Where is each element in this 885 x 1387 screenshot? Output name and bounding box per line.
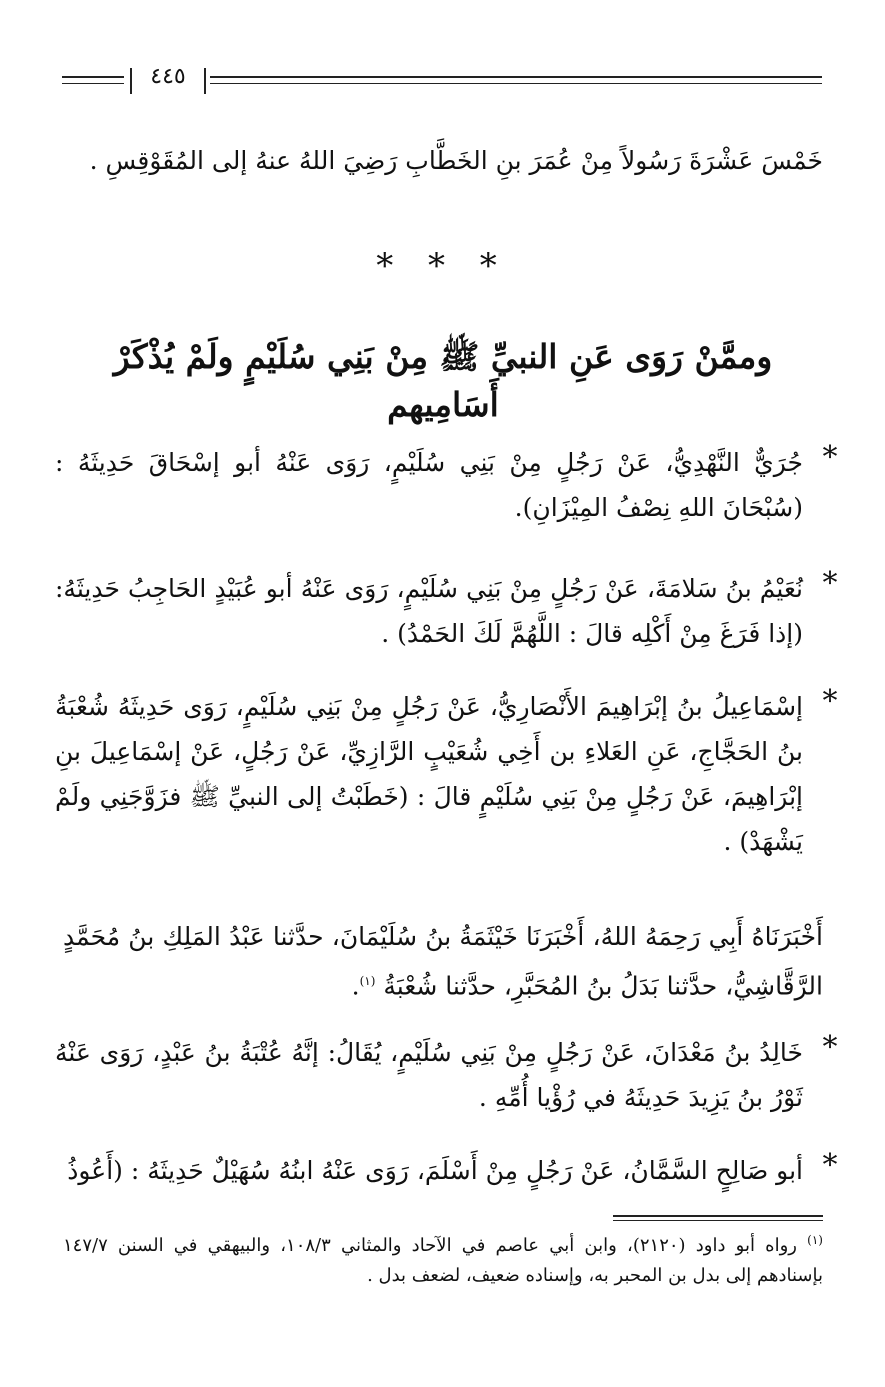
isnad-end: . bbox=[351, 971, 360, 1001]
section-separator: * * * bbox=[376, 246, 509, 286]
entry-text: جُرَيٌّ النَّهْدِيُّ، عَنْ رَجُلٍ مِنْ بَنِي سُلَيْمٍ، رَوَى عَنْهُ أبو إسْحَاقَ حَدِيثَهُ : (سُبْحَانَ اللهِ نِصْفُ المِيْزَانِ). bbox=[55, 448, 803, 522]
bullet-asterisk: * bbox=[822, 684, 838, 719]
bullet-asterisk: * bbox=[822, 440, 838, 475]
page-header bbox=[62, 66, 822, 96]
section-title: وممَّنْ رَوَى عَنِ النبيِّ ﷺ مِنْ بَنِي سُلَيْمٍ ولَمْ يُذْكَرْ أَسَامِيهم bbox=[113, 337, 773, 424]
intro-line: خَمْسَ عَشْرَةَ رَسُولاً مِنْ عُمَرَ بنِ الخَطَّابِ رَضِيَ اللهُ عنهُ إلى المُقَوْقِسِ . bbox=[89, 146, 823, 175]
entry-text: إسْمَاعِيلُ بنُ إبْرَاهِيمَ الأَنْصَارِيُّ، عَنْ رَجُلٍ مِنْ بَنِي سُلَيْمٍ، رَوَى حَدِيثَهُ شُعْبَةُ بنُ الحَجَّاجِ، عَنِ العَلاءِ بن أَخِي شُعَيْبٍ الرَّازِيِّ، عَنْ رَجُلٍ، عَنْ إسْمَاعِيلَ بنِ إبْرَاهِيمَ، عَنْ رَجُلٍ مِنْ بَنِي سُلَيْمٍ قالَ : (خَطَبْتُ إلى النبيِّ ﷺ فزَوَّجَنِي ولَمْ يَشْهَدْ) . bbox=[55, 692, 803, 856]
list-item bbox=[55, 440, 845, 530]
list-item bbox=[55, 1148, 845, 1193]
header-tick bbox=[130, 68, 132, 94]
list-item bbox=[55, 684, 845, 864]
footnote-marker: (١) bbox=[807, 1233, 823, 1247]
entry-text: خَالِدُ بنُ مَعْدَانَ، عَنْ رَجُلٍ مِنْ بَنِي سُلَيْمٍ، يُقَالُ: إنَّهُ عُتْبَةُ بنُ عَبْدٍ، رَوَى عَنْهُ ثَوْرُ بنُ يَزِيدَ حَدِيثَهُ في رُؤْيا أُمِّهِ . bbox=[55, 1038, 803, 1112]
header-rule-left bbox=[62, 76, 124, 84]
page-number: ٤٤٥ bbox=[150, 64, 186, 89]
entry-text: أبو صَالِحٍ السَّمَّانُ، عَنْ رَجُلٍ مِنْ أَسْلَمَ، رَوَى عَنْهُ ابنُهُ سُهَيْلٌ حَدِيثَهُ : (أَعُوذُ bbox=[67, 1156, 803, 1185]
isnad-text: أَخْبَرَنَاهُ أَبِي رَحِمَهُ اللهُ، أَخْبَرَنَا خَيْثَمَةُ بنُ سُلَيْمَانَ، حدَّثنا عَبْدُ المَلِكِ بنُ مُحَمَّدٍ الرَّقَّاشِيُّ، حدَّثنا بَدَلُ بنُ المُحَبَّرِ، حدَّثنا شُعْبَةُ bbox=[63, 922, 823, 1001]
footnote bbox=[63, 1225, 823, 1291]
entry-text: نُعَيْمُ بنُ سَلامَةَ، عَنْ رَجُلٍ مِنْ بَنِي سُلَيْمٍ، رَوَى عَنْهُ أبو عُبَيْدٍ الحَاجِبُ حَدِيثَهُ: (إذا فَرَغَ مِنْ أَكْلِه قالَ : اللَّهُمَّ لَكَ الحَمْدُ) . bbox=[55, 574, 803, 648]
bullet-asterisk: * bbox=[822, 566, 838, 601]
header-tick bbox=[204, 68, 206, 94]
list-item bbox=[55, 566, 845, 656]
footnote-divider bbox=[613, 1215, 823, 1221]
list-item bbox=[55, 1030, 845, 1120]
isnad-paragraph bbox=[63, 914, 823, 1008]
header-rule-right bbox=[210, 76, 822, 84]
bullet-asterisk: * bbox=[822, 1148, 838, 1183]
footnote-reference[interactable]: (١) bbox=[359, 974, 376, 988]
footnote-text: رواه أبو داود (٢١٢٠)، وابن أبي عاصم في الآحاد والمثاني ١٠٨/٣، والبيهقي في السنن ١٤٧/٧ بإسنادهم إلى بدل بن المحبر به، وإسناده ضعيف، لضعف بدل . bbox=[63, 1235, 823, 1286]
bullet-asterisk: * bbox=[822, 1030, 838, 1065]
